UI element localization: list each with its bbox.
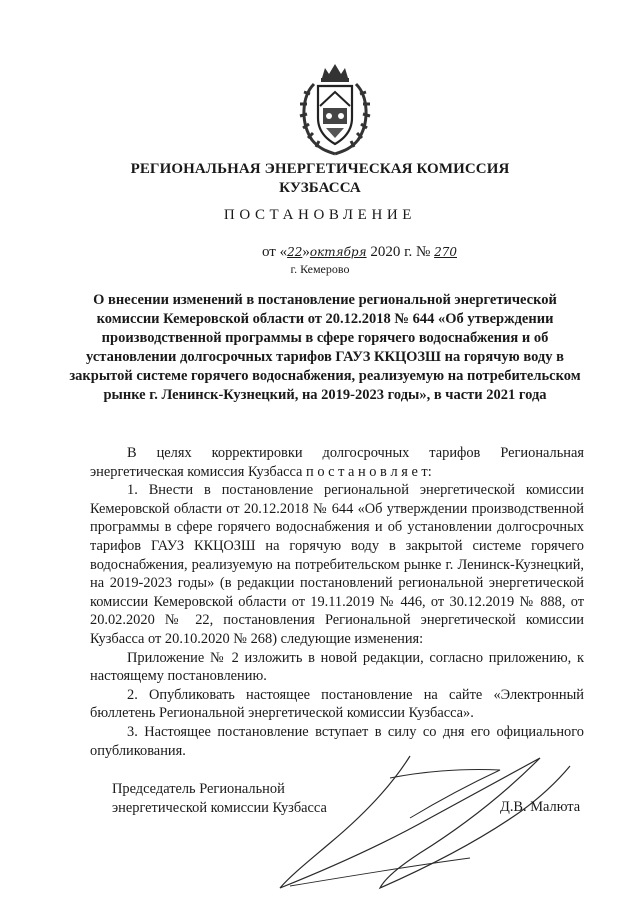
signer-position-line1: Председатель Региональной [112, 781, 285, 797]
body-paragraph-appendix: Приложение № 2 изложить в новой редакции, согласно приложению, к настоящему постановлению. [90, 649, 584, 685]
organization-name-line1: РЕГИОНАЛЬНАЯ ЭНЕРГЕТИЧЕСКАЯ КОМИССИЯ [130, 161, 510, 177]
body-paragraph-item1: 1. Внести в постановление региональной энергетической комиссии Кемеровской области от 20.12.2018 № 644 «Об утверждении производственной программы в сфере горячего водоснабжения и об установлении долгосрочных тарифов ГАУЗ ККЦОЗШ на горячую воду в закрытой системе горячего водоснабжения, реализуемую на потребительском рынке г. Ленинск-Кузнецкий, на 2019-2023 годы» (в редакции постановлений региональной энергетической комиссии Кемеровской области от 19.11.2019 № 446, от 30.12.2019 № 888, от 20.02.2020 № 22, постановления Региональной энергетической комиссии Кузбасса от 20.10.2020 № 268) следующие изменения: [90, 482, 584, 647]
document-number: 270 [434, 245, 457, 259]
document-date-line [262, 244, 457, 261]
body-paragraph-intro: В целях корректировки долгосрочных тарифов Региональная энергетическая комиссия Кузбасса п о с т а н о в л я е т: [90, 445, 584, 480]
date-mid: » [302, 244, 310, 260]
date-month: октября [309, 245, 367, 259]
date-day: 22 [287, 245, 303, 259]
document-city: г. Кемерово [290, 262, 350, 276]
document-title: О внесении изменений в постановление региональной энергетической комиссии Кемеровской области от 20.12.2018 № 644 «Об утверждении производственной программы в сфере горячего водоснабжения и об установлении долгосрочных тарифов ГАУЗ ККЦОЗШ на горячую воду в закрытой системе горячего водоснабжения, реализуемую на потребительском рынке г. Ленинск-Кузнецкий, на 2019-2023 годы», в части 2021 года [69, 292, 581, 403]
coat-of-arms-emblem [294, 62, 376, 156]
date-year: 2020 г. № [366, 244, 435, 260]
document-type: ПОСТАНОВЛЕНИЕ [223, 207, 417, 223]
signer-position-line2: энергетической комиссии Кузбасса [112, 800, 327, 816]
handwritten-signature [270, 748, 630, 898]
body-paragraph-item3: 3. Настоящее постановление вступает в силу со дня его официального опубликования. [90, 723, 584, 759]
organization-name-line2: КУЗБАССА [279, 180, 361, 196]
signer-name: Д.В. Малюта [500, 799, 581, 815]
document-body [90, 444, 584, 760]
body-paragraph-item2: 2. Опубликовать настоящее постановление на сайте «Электронный бюллетень Региональной энергетической комиссии Кузбасса». [90, 686, 584, 722]
date-prefix: от « [262, 244, 288, 260]
